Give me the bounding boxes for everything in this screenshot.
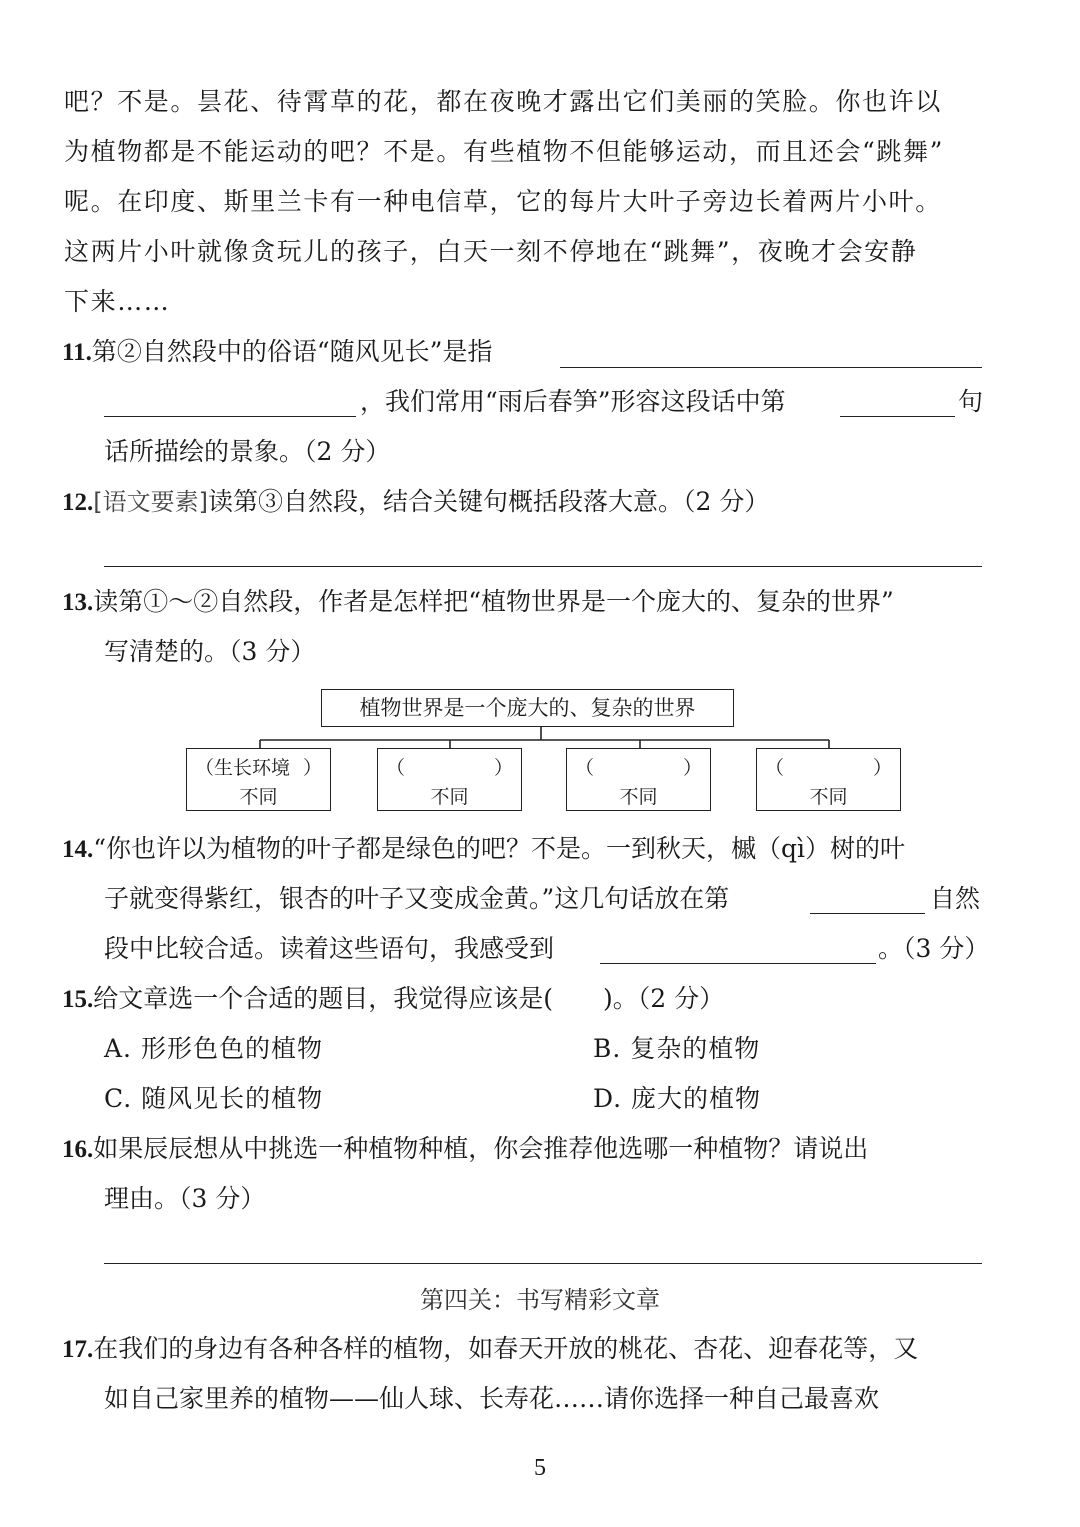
passage-line-3: 呢。在印度、斯里兰卡有一种电信草，它的每片大叶子旁边长着两片小叶。: [64, 187, 942, 216]
question-12-number: 12.: [62, 489, 94, 516]
option-d[interactable]: D. 庞大的植物: [593, 1084, 762, 1113]
question-14-text-1: “你也许以为植物的叶子都是绿色的吧？不是。一到秋天，槭（qì）树的叶: [93, 834, 906, 863]
bracket-close: ）: [872, 757, 892, 779]
passage-line-4: 这两片小叶就像贪玩儿的孩子，白天一刻不停地在“跳舞”，夜晚才会安静: [64, 237, 918, 266]
bracket-close: ）: [493, 757, 513, 779]
diagram-root-label: 植物世界是一个庞大的、复杂的世界: [359, 696, 696, 720]
question-16-text-1: 如果辰辰想从中挑选一种植物种植，你会推荐他选哪一种植物？请说出: [93, 1134, 869, 1163]
diagram-child-3-top: [575, 753, 702, 780]
diagram-child-2-bottom: 不同: [430, 786, 469, 808]
diagram-child-1-top: [195, 753, 322, 780]
question-16-text-2: 理由。（3 分）: [104, 1184, 266, 1213]
answer-line-12[interactable]: [104, 566, 982, 567]
section-4-title: 第四关：书写精彩文章: [420, 1286, 660, 1314]
diagram-child-box-4[interactable]: [756, 748, 901, 811]
question-11-text-4: 话所描绘的景象。（2 分）: [104, 437, 391, 466]
question-14-text-2b: 自然: [930, 884, 981, 913]
question-12-text: 读第③自然段，结合关键句概括段落大意。（2 分）: [207, 487, 770, 516]
question-14-text-3a: 段中比较合适。读着这些语句，我感受到: [104, 934, 555, 963]
bracket-close: ）: [302, 757, 322, 779]
bracket-open: （: [386, 757, 406, 779]
option-a[interactable]: A. 形形色色的植物: [104, 1034, 323, 1063]
language-element-tag: [语文要素]: [93, 488, 208, 516]
diagram-root-box: [321, 689, 734, 727]
diagram-child-3-bottom: 不同: [619, 786, 658, 808]
diagram-child-2-top: [386, 753, 513, 780]
question-17-text-1: 在我们的身边有各种各样的植物，如春天开放的桃花、杏花、迎春花等，又: [93, 1334, 919, 1363]
question-11-text-2: ，我们常用“雨后春笋”形容这段话中第: [360, 387, 786, 416]
question-11-text-3: 句: [958, 387, 984, 416]
question-17-line-1: [62, 1332, 918, 1367]
question-14-number: 14.: [62, 836, 94, 863]
question-16-number: 16.: [62, 1136, 94, 1163]
passage-line-5: 下来……: [64, 287, 171, 316]
question-17-text-2: 如自己家里养的植物——仙人球、长寿花……请你选择一种自己最喜欢: [104, 1384, 880, 1413]
bracket-open: （: [765, 757, 785, 779]
answer-blank-11a[interactable]: [560, 367, 982, 368]
question-15-number: 15.: [62, 986, 94, 1013]
diagram-child-box-1: [186, 748, 331, 811]
passage-line-1: 吧？不是。昙花、待霄草的花，都在夜晚才露出它们美丽的笑脸。你也许以: [64, 87, 942, 116]
passage-line-2: 为植物都是不能运动的吧？不是。有些植物不但能够运动，而且还会“跳舞”: [64, 137, 944, 166]
question-16-line-1: [62, 1132, 868, 1167]
question-17-number: 17.: [62, 1336, 94, 1363]
diagram-child-4-top: [765, 753, 892, 780]
question-14-text-3b: 。（3 分）: [878, 934, 990, 963]
answer-blank-11c[interactable]: [840, 416, 955, 417]
question-13-number: 13.: [62, 589, 94, 616]
diagram-child-1-fill: 生长环境: [214, 757, 291, 779]
diagram-child-box-2[interactable]: [377, 748, 522, 811]
bracket-open: （: [195, 757, 215, 779]
diagram-child-4-bottom: 不同: [809, 786, 848, 808]
answer-line-16[interactable]: [104, 1263, 982, 1264]
question-12-line: [62, 485, 769, 520]
diagram-child-1-bottom: 不同: [239, 786, 278, 808]
bracket-open: （: [575, 757, 595, 779]
answer-blank-14b[interactable]: [600, 963, 876, 964]
question-14-line-1: [62, 832, 905, 867]
question-11-line-1: [62, 335, 492, 370]
question-13-line-1: [62, 585, 894, 620]
question-13-text-2: 写清楚的。（3 分）: [104, 637, 316, 666]
question-13-text-1: 读第①～②自然段，作者是怎样把“植物世界是一个庞大的、复杂的世界”: [93, 587, 894, 616]
diagram-child-box-3[interactable]: [566, 748, 711, 811]
question-15-line: [62, 982, 724, 1017]
option-b[interactable]: B. 复杂的植物: [593, 1034, 761, 1063]
question-14-text-2a: 子就变得紫红，银杏的叶子又变成金黄。”这几句话放在第: [104, 884, 730, 913]
answer-blank-14a[interactable]: [810, 913, 925, 914]
question-15-text: 给文章选一个合适的题目，我觉得应该是( )。（2 分）: [93, 984, 725, 1013]
page-number: 5: [534, 1455, 546, 1481]
question-11-text-1: 第②自然段中的俗语“随风见长”是指: [91, 337, 493, 366]
option-c[interactable]: C. 随风见长的植物: [104, 1084, 324, 1113]
bracket-close: ）: [682, 757, 702, 779]
question-11-number: 11.: [62, 339, 92, 366]
answer-blank-11b[interactable]: [104, 416, 356, 417]
